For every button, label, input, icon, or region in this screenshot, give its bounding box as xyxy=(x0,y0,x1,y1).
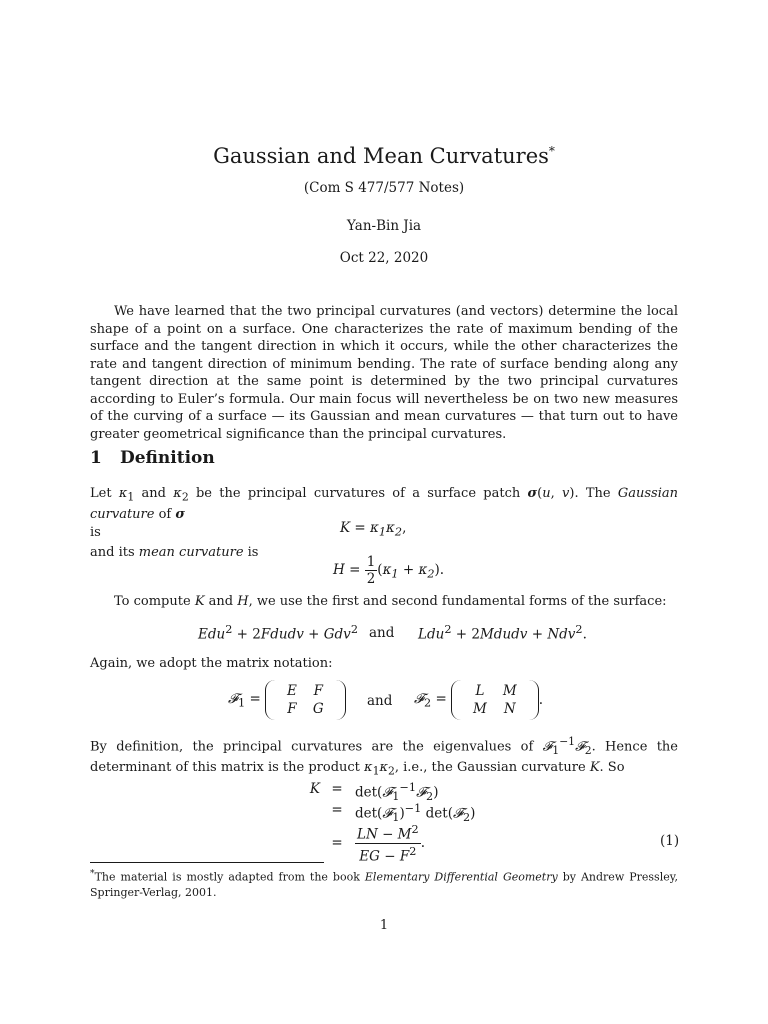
equation-second-form: Ldu$^2$ + 2Mdudv + Ndv$^2$. xyxy=(418,623,587,643)
gaussian-curvature-term: Gaussian curvature xyxy=(90,486,679,523)
and-text-2: and xyxy=(367,693,393,709)
author: Yan-Bin Jia xyxy=(346,218,422,234)
definition-eigen-paragraph: By definition, the principal curvatures are the eigenvalues of 𝓕$_1^{-1}$𝓕$_2$. Hence the determinant of this matrix is the product $\kappa_1\kappa_2$, i.e., the Gaussian curvature K. So xyxy=(90,735,678,779)
date: Oct 22, 2020 xyxy=(339,250,429,266)
equation-mean: H = $\frac{1}{2}$ $(\kappa_1 + \kappa_2)$. xyxy=(333,554,445,587)
subtitle: (Com S 477/577 Notes) xyxy=(303,180,465,196)
section-title: Definition xyxy=(120,448,215,468)
mean-curvature-term: mean curvature xyxy=(138,545,244,560)
equation-number: (1) xyxy=(660,833,680,849)
section-number: 1 xyxy=(90,448,102,468)
definition-paragraph: Let $\kappa_1$ and $\kappa_2$ be the principal curvatures of a surface patch σ(u, v). The Gaussian curvature of σ is xyxy=(90,486,679,540)
matrix-F2-entries: L M M N xyxy=(451,682,539,718)
matrix-F1-entries: E F F G xyxy=(265,682,346,718)
footnote-mark: * xyxy=(90,868,95,879)
page-number: 1 xyxy=(379,918,389,933)
matrix-F1: 𝓕$_1$ = E F F G xyxy=(228,682,346,718)
equation-first-form: Edu$^2$ + 2Fdudv + Gdv$^2$ xyxy=(198,623,358,643)
and-text-1: and xyxy=(369,625,395,641)
title-footnote-mark: * xyxy=(548,144,555,158)
matrix-F2: 𝓕$_2$ = L M M N . xyxy=(414,682,543,718)
matrix-notation-line: Again, we adopt the matrix notation: xyxy=(90,656,333,671)
compute-paragraph: To compute K and H, we use the first and second fundamental forms of the surface: xyxy=(114,594,667,609)
paper-page: Gaussian and Mean Curvatures* (Com S 477/577 Notes) Yan-Bin Jia Oct 22, 2020 We have learned that the two principal curvatures (and vectors) determine the local shape of a point on a surface. One characterizes the rate of maximum bending of the surface and the tangent direction in which it occurs, while the other characterizes the rate and tangent direction of minimum bending. The rate of surface bending along any tangent direction at the same point is determined by the two principal curvatures according to Euler’s formula. Our main focus will nevertheless be on two new measures of the curving of a surface — its Gaussian and mean curvatures — that turn out to have greater geometrical significance than the principal curvatures. 1 Definition Let $\kappa_1$ and $\kappa_2$ be the principal curvatures of a surface patch σ(u, v). The Gaussian curvature of σ is $K = \kappa_1\kappa_2$, and its mean curvature is H = $\frac{1}{2}$ $(\kappa_1 + \kappa_2)$. To compute K and H, we use the first and second fundamental forms of the surface: Edu$^2$ + 2Fdudv + Gdv$^2$ and Ldu$^2$ + 2Mdudv + Ndv$^2$. Again, we adopt the matrix notation: 𝓕$_1$ = E F F G and 𝓕$_2$ = L M M N . By definition, the principal curvatures are the eigenvalues of 𝓕$_1^{-1}$𝓕$_2$. Hence the determinant of this matrix is the product $\kappa_1\kappa_2$, i.e., the Gaussian curvature K. So K = det(𝓕$_1^{-1}$𝓕$_2$) = det(𝓕$_1$)$^{-1}$ det(𝓕$_2$) = $\frac{LN - M^2}{EG - F^2}$ . (1) *The material is mostly adapted from the book Elementary Differential Geometry by Andrew Pressley, Springer-Verlag, 2001. 1 xyxy=(0,0,768,1024)
equation-gaussian: $K = \kappa_1\kappa_2$, xyxy=(340,520,407,539)
title-text: Gaussian and Mean Curvatures xyxy=(213,144,549,168)
footnote-book-title: Elementary Differential Geometry xyxy=(364,870,558,884)
footnote-rule xyxy=(90,862,324,863)
paper-title xyxy=(0,144,768,168)
abstract-paragraph: We have learned that the two principal curvatures (and vectors) determine the local shape of a point on a surface. One characterizes the rate of maximum bending of the surface and the tangent direction in which it occurs, while the other characterizes the rate and tangent direction of minimum bending. The rate of surface bending along any tangent direction at the same point is determined by the two principal curvatures according to Euler’s formula. Our main focus will nevertheless be on two new measures of the curving of a surface — its Gaussian and mean curvatures — that turn out to have greater geometrical significance than the principal curvatures. xyxy=(90,304,678,442)
footnote: *The material is mostly adapted from the book Elementary Differential Geometry by Andrew Pressley, Springer-Verlag, 2001. xyxy=(90,868,678,899)
section-heading xyxy=(90,448,215,468)
mean-curvature-line: and its mean curvature is xyxy=(90,545,259,560)
